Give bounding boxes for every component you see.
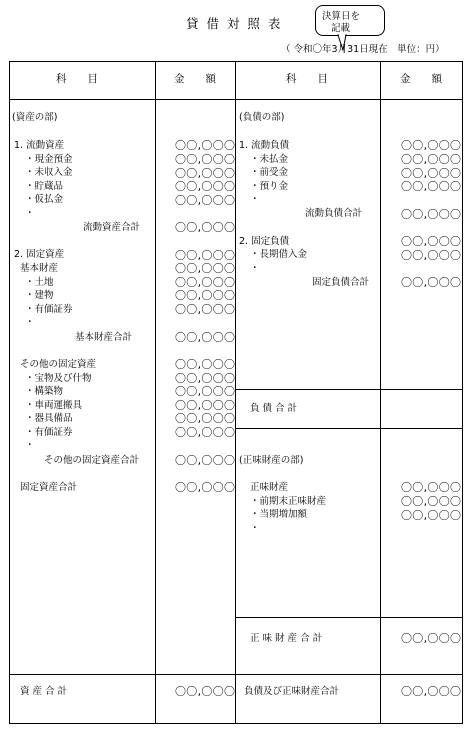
amount: 〇〇,〇〇〇 (401, 167, 462, 180)
list-item: ・現金預金 (25, 154, 73, 165)
amount: 〇〇,〇〇〇 (175, 412, 236, 425)
liab-total-bottom (235, 428, 463, 429)
fixed-liabilities-total: 固定負債合計 (312, 277, 370, 288)
other-fixed-assets-heading: その他の固定資産 (20, 359, 97, 370)
header-left-item: 科 目 (56, 73, 98, 85)
list-item: ・ (250, 263, 260, 274)
current-assets-total: 流動資産合計 (83, 222, 141, 233)
list-item: ・構築物 (25, 386, 64, 397)
basic-assets-total: 基本財産合計 (75, 332, 133, 343)
list-item: ・土地 (25, 277, 54, 288)
header-left-amount: 金 額 (174, 73, 216, 85)
list-item: ・建物 (25, 290, 54, 301)
amount: 〇〇,〇〇〇 (175, 153, 236, 166)
amount: 〇〇,〇〇〇 (401, 208, 462, 221)
net-assets-total: 正 味 財 産 合 計 (250, 633, 323, 644)
header-right-amount: 金 額 (400, 73, 442, 85)
list-item: ・有価証券 (25, 427, 73, 438)
list-item: ・貯蔵品 (25, 181, 64, 192)
assets-section: (資産の部) (12, 112, 58, 123)
fixed-assets-heading: 2. 固定資産 (14, 249, 65, 260)
list-item: ・前受金 (250, 167, 289, 178)
amount: 〇〇,〇〇〇 (175, 426, 236, 439)
divider-v1 (155, 61, 156, 724)
amount: 〇〇,〇〇〇 (401, 180, 462, 193)
list-item: ・未払金 (250, 154, 289, 165)
amount: 〇〇,〇〇〇 (175, 276, 236, 289)
amount: 〇〇,〇〇〇 (401, 153, 462, 166)
amount: 〇〇,〇〇〇 (175, 167, 236, 180)
amount: 〇〇,〇〇〇 (175, 289, 236, 302)
header-right-item: 科 目 (286, 73, 328, 85)
amount: 〇〇,〇〇〇 (401, 249, 462, 262)
amount: 〇〇,〇〇〇 (175, 454, 236, 467)
list-item: ・仮払金 (25, 194, 64, 205)
amount: 〇〇,〇〇〇 (175, 385, 236, 398)
list-item: ・ (250, 194, 260, 205)
list-item: ・車両運搬具 (25, 400, 83, 411)
fixed-assets-total: 固定資産合計 (20, 482, 78, 493)
list-item: ・前期末正味財産 (250, 496, 327, 507)
list-item: ・ (25, 317, 35, 328)
unit-subtitle: （ 令和〇年3月31日現在 単位：円） (281, 44, 445, 55)
page-title: 貸 借 対 照 表 (186, 16, 283, 31)
amount: 〇〇,〇〇〇 (175, 249, 236, 262)
list-item: ・ (25, 440, 35, 451)
fixed-liabilities-heading: 2. 固定負債 (239, 236, 290, 247)
amount: 〇〇,〇〇〇 (175, 358, 236, 371)
amount: 〇〇,〇〇〇 (401, 481, 462, 494)
current-assets-heading: 1. 流動資産 (14, 140, 65, 151)
amount: 〇〇,〇〇〇 (175, 262, 236, 275)
other-fixed-assets-total: その他の固定資産合計 (44, 455, 140, 466)
callout-line1: 決算日を (322, 11, 361, 22)
amount: 〇〇,〇〇〇 (175, 139, 236, 152)
divider-v3 (380, 61, 381, 724)
basic-assets-heading: 基本財産 (20, 263, 59, 274)
header-divider (9, 99, 463, 100)
amount: 〇〇,〇〇〇 (175, 399, 236, 412)
current-liabilities-total: 流動負債合計 (305, 208, 363, 219)
amount: 〇〇,〇〇〇 (401, 632, 462, 645)
net-total-top (235, 617, 463, 618)
liabilities-section: (負債の部) (239, 112, 285, 123)
net-assets-section: (正味財産の部) (239, 455, 304, 466)
amount: 〇〇,〇〇〇 (175, 481, 236, 494)
list-item: ・宝物及び什物 (25, 373, 92, 384)
list-item: ・未収入金 (25, 167, 73, 178)
amount: 〇〇,〇〇〇 (401, 235, 462, 248)
amount: 〇〇,〇〇〇 (401, 509, 462, 522)
list-item: ・ (25, 208, 35, 219)
amount: 〇〇,〇〇〇 (175, 180, 236, 193)
amount: 〇〇,〇〇〇 (175, 194, 236, 207)
amount: 〇〇,〇〇〇 (401, 495, 462, 508)
liabilities-total: 負 債 合 計 (250, 403, 298, 414)
callout-line2: 記載 (331, 23, 351, 34)
amount: 〇〇,〇〇〇 (175, 372, 236, 385)
list-item: ・器具備品 (25, 413, 73, 424)
list-item: ・預り金 (250, 181, 289, 192)
amount: 〇〇,〇〇〇 (401, 276, 462, 289)
liab-total-top (235, 389, 463, 390)
balance-sheet-table (9, 61, 463, 724)
list-item: ・有価証券 (25, 304, 73, 315)
current-liabilities-heading: 1. 流動負債 (239, 140, 290, 151)
amount: 〇〇,〇〇〇 (175, 221, 236, 234)
liabilities-net-grand-total: 負債及び正味財産合計 (244, 686, 340, 697)
net-assets-heading: 正味財産 (250, 482, 289, 493)
amount: 〇〇,〇〇〇 (401, 139, 462, 152)
list-item: ・ (250, 523, 260, 534)
assets-grand-total: 資 産 合 計 (20, 686, 68, 697)
list-item: ・当期増加額 (250, 509, 308, 520)
amount: 〇〇,〇〇〇 (401, 685, 462, 698)
amount: 〇〇,〇〇〇 (175, 331, 236, 344)
list-item: ・長期借入金 (250, 249, 308, 260)
amount: 〇〇,〇〇〇 (175, 685, 236, 698)
amount: 〇〇,〇〇〇 (175, 303, 236, 316)
grand-total-divider (9, 674, 463, 675)
